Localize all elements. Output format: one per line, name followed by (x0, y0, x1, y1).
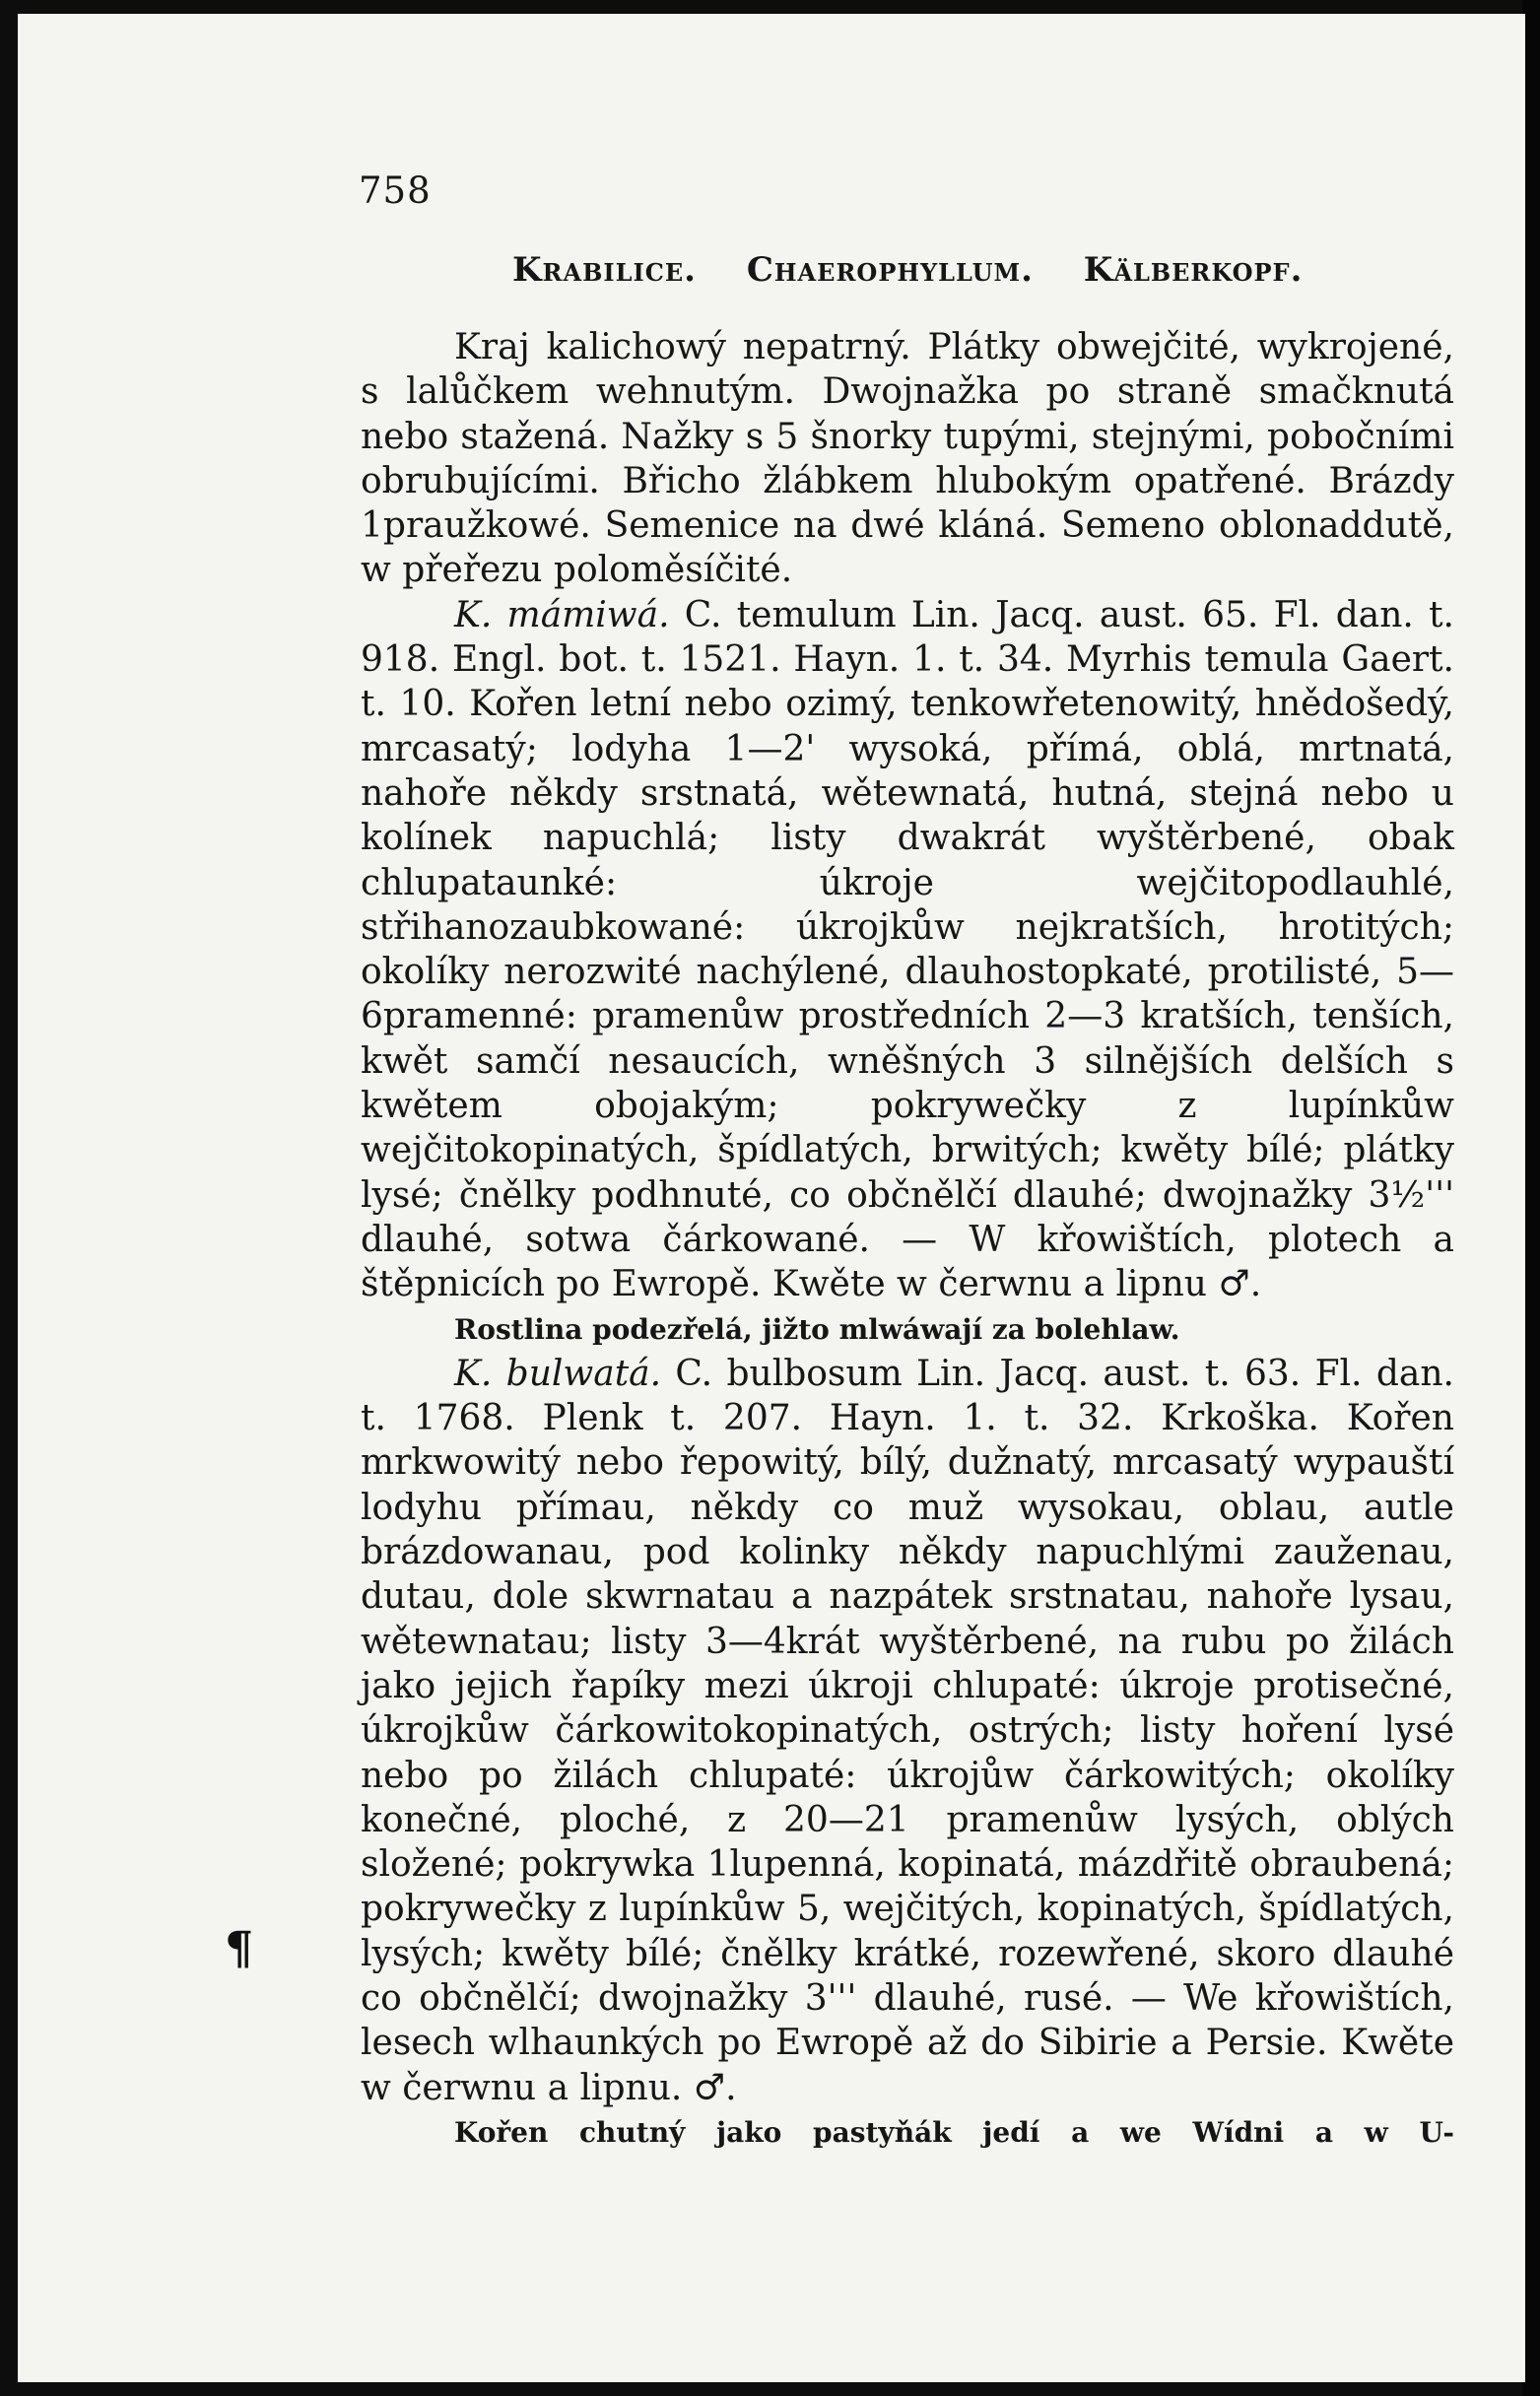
species-entry (361, 1352, 1454, 2110)
species-name: K. bulwatá. (454, 1353, 662, 1394)
species-entry (361, 593, 1454, 1307)
running-head-german: Kälberkopf. (1083, 250, 1304, 290)
genus-description: Kraj kalichowý nepatrný. Plátky obwejčité, wykrojené, s lalůčkem wehnutým. Dwojnažka po straně smačknutá nebo stažená. Nažky s 5 šnorky tupými, stejnými, pobočními obrubujícími. Břicho žlábkem hlubokým opatřené. Brázdy 1praužkowé. Semenice na dwé kláná. Semeno oblonaddutě, w přeřezu poloměsíčité. (361, 327, 1454, 591)
book-page (18, 14, 1525, 2382)
species-text: C. bulbosum Lin. Jacq. aust. t. 63. Fl. dan. t. 1768. Plenk t. 207. Hayn. 1. t. 32. Krkoška. Kořen mrkwowitý nebo řepowitý, bílý, dužnatý, mrcasatý wypauští lodyhu přímau, někdy co muž wysokau, oblau, autle brázdowanau, pod kolinky někdy napuchlými zauženau, dutau, dole skwrnatau a nazpátek srstnatau, nahoře lysau, wětewnatau; listy 3—4krát wyštěrbené, na rubu po žilách jako jejich řapíky mezi úkroji chlupaté: úkroje protisečné, úkrojkůw čárkowitokopinatých, ostrých; listy hoření lysé nebo po žilách chlupaté: úkrojůw čárkowitých; okolíky konečné, ploché, z 20—21 pramenůw lysých, oblých složené; pokrywka 1lupenná, kopinatá, mázdřitě obraubená; pokrywečky z lupínkůw 5, wejčitých, kopinatých, špídlatých, lysých; kwěty bílé; čnělky krátké, rozewřené, skoro dlauhé co občnělčí; dwojnažky 3''' dlauhé, rusé. — We křowištích, lesech wlhaunkých po Ewropě až do Sibirie a Persie. Kwěte w čerwnu a lipnu. ♂. (361, 1353, 1454, 2108)
margin-mark: ¶ (225, 1921, 254, 1974)
page-number: 758 (359, 169, 432, 212)
running-head-latin: Chaerophyllum. (746, 250, 1034, 290)
species-note: Rostlina podezřelá, jižto mlwáwají za bolehlaw. (454, 1312, 1180, 1346)
running-head-czech: Krabilice. (512, 250, 697, 290)
species-note: Kořen chutný jako pastyňák jedí a we Wídni a w U- (454, 2115, 1454, 2149)
species-name: K. mámiwá. (454, 594, 670, 635)
species-text: C. temulum Lin. Jacq. aust. 65. Fl. dan. t. 918. Engl. bot. t. 1521. Hayn. 1. t. 34. Myrhis temula Gaert. t. 10. Kořen letní nebo ozimý, tenkowřetenowitý, hnědošedý, mrcasatý; lodyha 1—2' wysoká, přímá, oblá, mrtnatá, nahoře někdy srstnatá, wětewnatá, hutná, stejná nebo u kolínek napuchlá; listy dwakrát wyštěrbené, obak chlupataunké: úkroje wejčitopodlauhlé, střihanozaubkowané: úkrojkůw nejkratších, hrotitých; okolíky nerozwité nachýlené, dlauhostopkaté, protilisté, 5—6pramenné: pramenůw prostředních 2—3 kratších, tenších, kwět samčí nesaucích, wněšných 3 silnějších delších s kwětem obojakým; pokrywečky z lupínkůw wejčitokopinatých, špídlatých, brwitých; kwěty bílé; plátky lysé; čnělky podhnuté, co občnělčí dlauhé; dwojnažky 3½''' dlauhé, sotwa čárkowané. — W křowištích, plotech a štěpnicích po Ewropě. Kwěte w čerwnu a lipnu ♂. (361, 594, 1454, 1305)
body-text (361, 325, 1454, 2155)
running-head (512, 250, 1320, 290)
